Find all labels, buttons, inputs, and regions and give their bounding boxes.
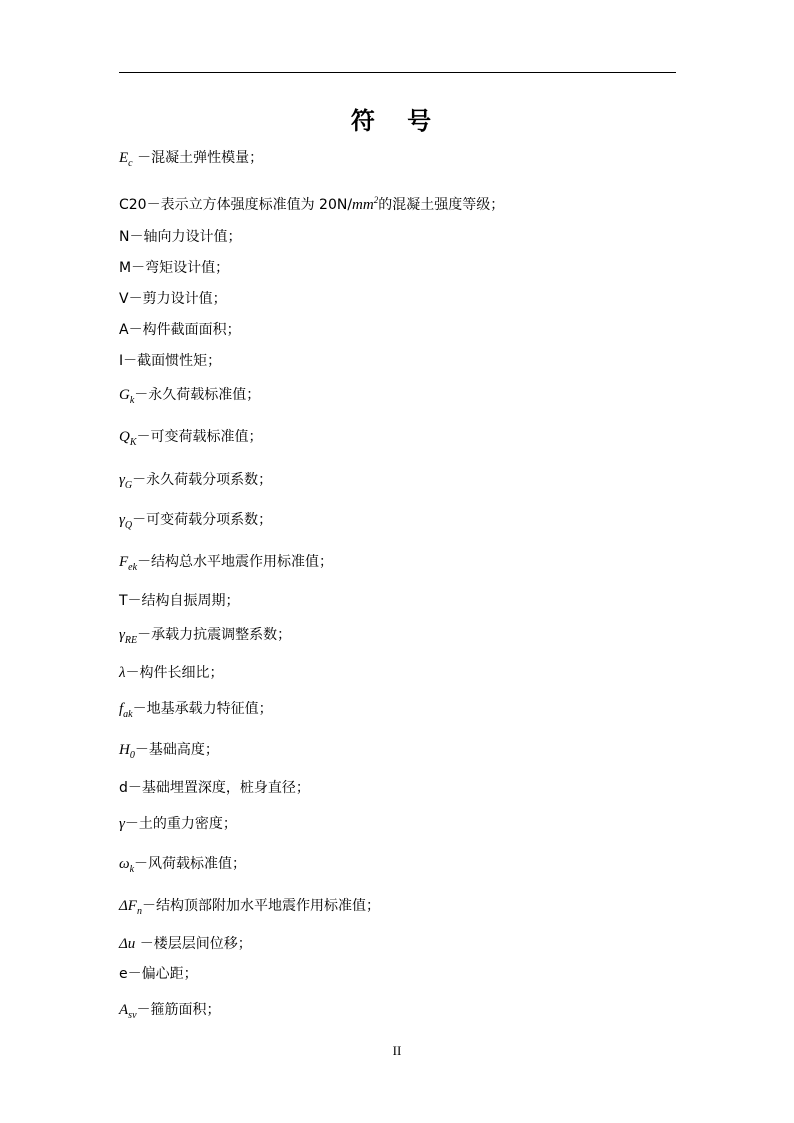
symbol-subscript: ak	[123, 709, 133, 720]
entry-description: －基础高度；	[134, 742, 219, 758]
symbol-base: ω	[119, 856, 130, 872]
entry-description: d－基础埋置深度，桩身直径；	[119, 780, 310, 796]
symbol-subscript: ek	[128, 562, 138, 573]
entry-description: －地基承载力特征值；	[132, 701, 273, 717]
symbol-entry	[119, 855, 246, 879]
entry-description: T－结构自振周期；	[119, 593, 240, 609]
symbol-entry	[119, 592, 240, 610]
symbol-subscript: K	[129, 437, 137, 448]
entry-description: －构件长细比；	[125, 665, 224, 681]
symbol-base: γ	[119, 472, 125, 488]
entry-symbol	[119, 742, 135, 761]
symbol-entry	[119, 471, 272, 495]
symbol-base: A	[119, 1002, 129, 1018]
symbol-entry	[119, 741, 219, 765]
symbol-entry	[119, 386, 260, 410]
symbol-base: γ	[119, 512, 125, 528]
symbol-entry	[119, 897, 380, 921]
entry-symbol	[119, 472, 133, 491]
symbol-base: H	[119, 742, 130, 758]
entry-description: M－弯矩设计值；	[119, 260, 230, 276]
entry-symbol	[119, 512, 133, 531]
symbol-base: G	[119, 387, 130, 403]
symbol-entry	[119, 815, 237, 833]
entry-symbol	[119, 898, 142, 917]
page-title: 符 号	[350, 106, 444, 135]
symbol-entry	[119, 228, 241, 246]
entry-description: e－偏心距；	[119, 966, 198, 982]
symbol-base: F	[119, 554, 129, 570]
symbol-superscript: 2	[373, 195, 379, 205]
entry-description: －楼层层间位移；	[135, 936, 252, 952]
symbol-entry	[119, 352, 221, 370]
entry-symbol	[352, 197, 378, 213]
symbol-entry	[119, 700, 273, 724]
symbol-subscript: k	[129, 395, 135, 406]
symbol-subscript: sv	[128, 1010, 137, 1021]
entry-description: A－构件截面面积；	[119, 322, 241, 338]
entry-description: I－截面惯性矩；	[119, 353, 222, 369]
symbol-entry	[119, 149, 263, 173]
entry-prefix: C20－表示立方体强度标准值为 20N/	[119, 197, 353, 213]
symbol-entry	[119, 321, 241, 339]
entry-description: N－轴向力设计值；	[119, 229, 242, 245]
symbol-subscript: RE	[124, 635, 138, 646]
entry-symbol	[119, 627, 138, 646]
entry-description: －可变荷载分项系数；	[132, 512, 273, 528]
entry-symbol	[119, 1002, 137, 1021]
symbol-entry	[119, 1001, 221, 1025]
symbol-entry	[119, 965, 198, 983]
symbol-base: mm	[352, 197, 374, 213]
symbol-entry	[119, 511, 272, 535]
symbol-base: ΔF	[119, 898, 137, 914]
entry-symbol	[119, 150, 133, 169]
symbol-entry	[119, 779, 310, 797]
symbol-subscript: G	[124, 480, 133, 491]
symbol-subscript: 0	[129, 750, 135, 761]
symbol-subscript: n	[136, 906, 142, 917]
symbol-entry	[119, 259, 229, 277]
entry-description: －结构顶部附加水平地震作用标准值；	[141, 898, 380, 914]
symbol-subscript: c	[128, 158, 133, 169]
symbol-base: f	[119, 701, 124, 717]
entry-description: V－剪力设计值；	[119, 291, 227, 307]
entry-description: 的混凝土强度等级；	[378, 197, 505, 213]
entry-description: －永久荷载标准值；	[134, 387, 261, 403]
symbol-entry	[119, 290, 227, 308]
symbol-base: Q	[119, 429, 130, 445]
entry-description: －风荷载标准值；	[134, 856, 247, 872]
symbol-entry	[119, 428, 263, 452]
header-rule	[119, 72, 676, 73]
symbol-entry	[119, 553, 333, 577]
symbol-base: E	[119, 150, 129, 166]
symbol-entry	[119, 935, 252, 953]
symbol-entry	[119, 626, 291, 650]
entry-symbol	[119, 387, 135, 406]
symbol-base: γ	[119, 627, 125, 643]
entry-symbol	[119, 936, 135, 952]
symbol-base: λ	[119, 665, 126, 681]
entry-description: －可变荷载标准值；	[136, 429, 263, 445]
entry-symbol	[119, 701, 133, 720]
symbol-subscript: Q	[124, 520, 133, 531]
entry-symbol	[119, 429, 137, 448]
symbol-entry	[119, 191, 504, 214]
symbol-base: γ	[119, 816, 125, 832]
entry-description: －永久荷载分项系数；	[132, 472, 273, 488]
entry-symbol	[119, 856, 135, 875]
entry-description: －箍筋面积；	[136, 1002, 221, 1018]
symbol-entry	[119, 664, 224, 682]
symbol-subscript: k	[129, 864, 135, 875]
symbol-base: Δu	[119, 936, 136, 952]
entry-symbol	[119, 554, 138, 573]
entry-description: －结构总水平地震作用标准值；	[137, 554, 334, 570]
entry-description: －混凝土弹性模量；	[132, 150, 264, 166]
entry-description: －土的重力密度；	[124, 816, 237, 832]
page-number: II	[392, 1043, 402, 1058]
entry-description: －承载力抗震调整系数；	[137, 627, 292, 643]
